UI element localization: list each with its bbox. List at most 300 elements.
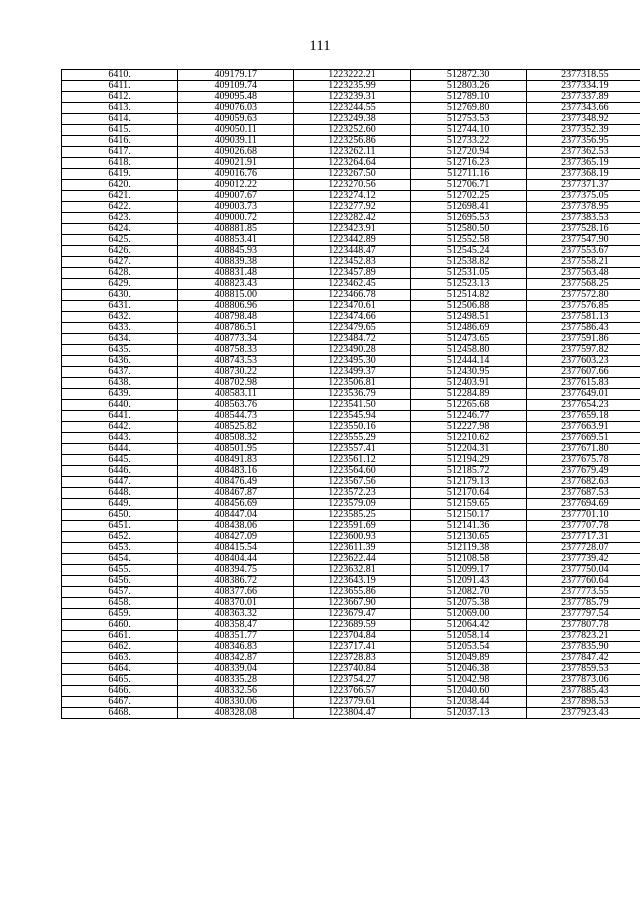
y2-coordinate-cell: 2377663.91 <box>526 422 640 433</box>
point-number-cell: 6420. <box>62 180 178 191</box>
y-coordinate-cell: 1223277.92 <box>294 202 410 213</box>
x-coordinate-cell: 408702.98 <box>178 378 294 389</box>
point-number-cell: 6418. <box>62 158 178 169</box>
y2-coordinate-cell: 2377528.16 <box>526 224 640 235</box>
x2-coordinate-cell: 512720.94 <box>410 147 526 158</box>
y2-coordinate-cell: 2377318.55 <box>526 70 640 81</box>
point-number-cell: 6422. <box>62 202 178 213</box>
y-coordinate-cell: 1223740.84 <box>294 664 410 675</box>
x-coordinate-cell: 409003.73 <box>178 202 294 213</box>
y2-coordinate-cell: 2377568.25 <box>526 279 640 290</box>
x2-coordinate-cell: 512430.95 <box>410 367 526 378</box>
y-coordinate-cell: 1223462.45 <box>294 279 410 290</box>
table-row <box>62 301 640 312</box>
point-number-cell: 6450. <box>62 510 178 521</box>
y2-coordinate-cell: 2377334.19 <box>526 81 640 92</box>
x2-coordinate-cell: 512514.82 <box>410 290 526 301</box>
x-coordinate-cell: 408525.82 <box>178 422 294 433</box>
table-row <box>62 708 640 719</box>
point-number-cell: 6461. <box>62 631 178 642</box>
table-row <box>62 697 640 708</box>
x2-coordinate-cell: 512531.05 <box>410 268 526 279</box>
point-number-cell: 6440. <box>62 400 178 411</box>
x2-coordinate-cell: 512037.13 <box>410 708 526 719</box>
y2-coordinate-cell: 2377694.69 <box>526 499 640 510</box>
x2-coordinate-cell: 512284.89 <box>410 389 526 400</box>
y-coordinate-cell: 1223470.61 <box>294 301 410 312</box>
point-number-cell: 6412. <box>62 92 178 103</box>
y-coordinate-cell: 1223466.78 <box>294 290 410 301</box>
table-row <box>62 334 640 345</box>
x2-coordinate-cell: 512702.25 <box>410 191 526 202</box>
x-coordinate-cell: 408330.06 <box>178 697 294 708</box>
table-row <box>62 631 640 642</box>
point-number-cell: 6460. <box>62 620 178 631</box>
y2-coordinate-cell: 2377591.86 <box>526 334 640 345</box>
x-coordinate-cell: 408798.48 <box>178 312 294 323</box>
table-row <box>62 411 640 422</box>
y-coordinate-cell: 1223256.86 <box>294 136 410 147</box>
y2-coordinate-cell: 2377383.53 <box>526 213 640 224</box>
point-number-cell: 6468. <box>62 708 178 719</box>
table-row <box>62 433 640 444</box>
point-number-cell: 6452. <box>62 532 178 543</box>
table-row <box>62 103 640 114</box>
point-number-cell: 6419. <box>62 169 178 180</box>
x2-coordinate-cell: 512141.36 <box>410 521 526 532</box>
x2-coordinate-cell: 512058.14 <box>410 631 526 642</box>
x-coordinate-cell: 408786.51 <box>178 323 294 334</box>
y-coordinate-cell: 1223448.47 <box>294 246 410 257</box>
y2-coordinate-cell: 2377807.78 <box>526 620 640 631</box>
y-coordinate-cell: 1223252.60 <box>294 125 410 136</box>
y2-coordinate-cell: 2377728.07 <box>526 543 640 554</box>
table-row <box>62 180 640 191</box>
x2-coordinate-cell: 512403.91 <box>410 378 526 389</box>
y2-coordinate-cell: 2377607.66 <box>526 367 640 378</box>
point-number-cell: 6458. <box>62 598 178 609</box>
table-row <box>62 92 640 103</box>
x-coordinate-cell: 409007.67 <box>178 191 294 202</box>
x2-coordinate-cell: 512744.10 <box>410 125 526 136</box>
table-row <box>62 466 640 477</box>
x-coordinate-cell: 408544.73 <box>178 411 294 422</box>
x2-coordinate-cell: 512119.38 <box>410 543 526 554</box>
y2-coordinate-cell: 2377375.05 <box>526 191 640 202</box>
point-number-cell: 6457. <box>62 587 178 598</box>
x2-coordinate-cell: 512698.41 <box>410 202 526 213</box>
table-row <box>62 422 640 433</box>
table-row <box>62 653 640 664</box>
x-coordinate-cell: 409021.91 <box>178 158 294 169</box>
x2-coordinate-cell: 512194.29 <box>410 455 526 466</box>
point-number-cell: 6424. <box>62 224 178 235</box>
y2-coordinate-cell: 2377563.48 <box>526 268 640 279</box>
point-number-cell: 6434. <box>62 334 178 345</box>
x-coordinate-cell: 408363.32 <box>178 609 294 620</box>
y2-coordinate-cell: 2377371.37 <box>526 180 640 191</box>
y-coordinate-cell: 1223600.93 <box>294 532 410 543</box>
point-number-cell: 6449. <box>62 499 178 510</box>
x2-coordinate-cell: 512082.70 <box>410 587 526 598</box>
y2-coordinate-cell: 2377348.92 <box>526 114 640 125</box>
x2-coordinate-cell: 512473.65 <box>410 334 526 345</box>
table-row <box>62 158 640 169</box>
x2-coordinate-cell: 512458.80 <box>410 345 526 356</box>
point-number-cell: 6454. <box>62 554 178 565</box>
x-coordinate-cell: 408427.09 <box>178 532 294 543</box>
table-row <box>62 246 640 257</box>
y-coordinate-cell: 1223270.56 <box>294 180 410 191</box>
point-number-cell: 6442. <box>62 422 178 433</box>
y2-coordinate-cell: 2377687.53 <box>526 488 640 499</box>
table-row <box>62 444 640 455</box>
x-coordinate-cell: 408831.48 <box>178 268 294 279</box>
point-number-cell: 6429. <box>62 279 178 290</box>
table-row <box>62 257 640 268</box>
y-coordinate-cell: 1223495.30 <box>294 356 410 367</box>
y-coordinate-cell: 1223804.47 <box>294 708 410 719</box>
y-coordinate-cell: 1223267.50 <box>294 169 410 180</box>
point-number-cell: 6410. <box>62 70 178 81</box>
table-row <box>62 356 640 367</box>
y2-coordinate-cell: 2377576.85 <box>526 301 640 312</box>
x2-coordinate-cell: 512545.24 <box>410 246 526 257</box>
table-row <box>62 620 640 631</box>
point-number-cell: 6451. <box>62 521 178 532</box>
table-row <box>62 81 640 92</box>
x-coordinate-cell: 408328.08 <box>178 708 294 719</box>
y2-coordinate-cell: 2377343.66 <box>526 103 640 114</box>
y2-coordinate-cell: 2377847.42 <box>526 653 640 664</box>
point-number-cell: 6445. <box>62 455 178 466</box>
y-coordinate-cell: 1223591.69 <box>294 521 410 532</box>
point-number-cell: 6414. <box>62 114 178 125</box>
y2-coordinate-cell: 2377898.53 <box>526 697 640 708</box>
y2-coordinate-cell: 2377707.78 <box>526 521 640 532</box>
table-row <box>62 125 640 136</box>
point-number-cell: 6441. <box>62 411 178 422</box>
y2-coordinate-cell: 2377785.79 <box>526 598 640 609</box>
coordinates-table-body <box>62 70 640 719</box>
y2-coordinate-cell: 2377760.64 <box>526 576 640 587</box>
x-coordinate-cell: 408404.44 <box>178 554 294 565</box>
x-coordinate-cell: 409076.03 <box>178 103 294 114</box>
table-row <box>62 642 640 653</box>
table-row <box>62 664 640 675</box>
x-coordinate-cell: 409095.48 <box>178 92 294 103</box>
x2-coordinate-cell: 512789.10 <box>410 92 526 103</box>
x2-coordinate-cell: 512053.54 <box>410 642 526 653</box>
point-number-cell: 6443. <box>62 433 178 444</box>
y-coordinate-cell: 1223545.94 <box>294 411 410 422</box>
y-coordinate-cell: 1223564.60 <box>294 466 410 477</box>
x-coordinate-cell: 408730.22 <box>178 367 294 378</box>
x-coordinate-cell: 409000.72 <box>178 213 294 224</box>
x-coordinate-cell: 408758.33 <box>178 345 294 356</box>
x2-coordinate-cell: 512753.53 <box>410 114 526 125</box>
point-number-cell: 6446. <box>62 466 178 477</box>
x2-coordinate-cell: 512733.22 <box>410 136 526 147</box>
x-coordinate-cell: 408332.56 <box>178 686 294 697</box>
point-number-cell: 6433. <box>62 323 178 334</box>
table-row <box>62 543 640 554</box>
table-row <box>62 202 640 213</box>
x2-coordinate-cell: 512064.42 <box>410 620 526 631</box>
x-coordinate-cell: 408335.28 <box>178 675 294 686</box>
y2-coordinate-cell: 2377368.19 <box>526 169 640 180</box>
y-coordinate-cell: 1223555.29 <box>294 433 410 444</box>
y-coordinate-cell: 1223484.72 <box>294 334 410 345</box>
x2-coordinate-cell: 512580.50 <box>410 224 526 235</box>
x-coordinate-cell: 408346.83 <box>178 642 294 653</box>
table-row <box>62 455 640 466</box>
point-number-cell: 6435. <box>62 345 178 356</box>
y-coordinate-cell: 1223244.55 <box>294 103 410 114</box>
table-row <box>62 70 640 81</box>
x2-coordinate-cell: 512538.82 <box>410 257 526 268</box>
y-coordinate-cell: 1223282.42 <box>294 213 410 224</box>
point-number-cell: 6417. <box>62 147 178 158</box>
point-number-cell: 6427. <box>62 257 178 268</box>
x-coordinate-cell: 408456.69 <box>178 499 294 510</box>
y-coordinate-cell: 1223541.50 <box>294 400 410 411</box>
y-coordinate-cell: 1223490.28 <box>294 345 410 356</box>
y2-coordinate-cell: 2377558.21 <box>526 257 640 268</box>
x2-coordinate-cell: 512204.31 <box>410 444 526 455</box>
point-number-cell: 6415. <box>62 125 178 136</box>
point-number-cell: 6453. <box>62 543 178 554</box>
y-coordinate-cell: 1223572.23 <box>294 488 410 499</box>
x-coordinate-cell: 408806.96 <box>178 301 294 312</box>
x2-coordinate-cell: 512695.53 <box>410 213 526 224</box>
y-coordinate-cell: 1223506.81 <box>294 378 410 389</box>
x-coordinate-cell: 408501.95 <box>178 444 294 455</box>
table-row <box>62 235 640 246</box>
x2-coordinate-cell: 512150.17 <box>410 510 526 521</box>
table-row <box>62 114 640 125</box>
table-row <box>62 400 640 411</box>
table-row <box>62 554 640 565</box>
y-coordinate-cell: 1223585.25 <box>294 510 410 521</box>
point-number-cell: 6437. <box>62 367 178 378</box>
y2-coordinate-cell: 2377679.49 <box>526 466 640 477</box>
x2-coordinate-cell: 512170.64 <box>410 488 526 499</box>
point-number-cell: 6455. <box>62 565 178 576</box>
y-coordinate-cell: 1223679.47 <box>294 609 410 620</box>
x2-coordinate-cell: 512040.60 <box>410 686 526 697</box>
x2-coordinate-cell: 512108.58 <box>410 554 526 565</box>
y2-coordinate-cell: 2377701.10 <box>526 510 640 521</box>
x-coordinate-cell: 409039.11 <box>178 136 294 147</box>
table-row <box>62 312 640 323</box>
x2-coordinate-cell: 512185.72 <box>410 466 526 477</box>
y2-coordinate-cell: 2377823.21 <box>526 631 640 642</box>
x-coordinate-cell: 409179.17 <box>178 70 294 81</box>
y2-coordinate-cell: 2377682.63 <box>526 477 640 488</box>
table-row <box>62 598 640 609</box>
y2-coordinate-cell: 2377739.42 <box>526 554 640 565</box>
x2-coordinate-cell: 512769.80 <box>410 103 526 114</box>
point-number-cell: 6425. <box>62 235 178 246</box>
table-row <box>62 488 640 499</box>
y2-coordinate-cell: 2377572.80 <box>526 290 640 301</box>
point-number-cell: 6436. <box>62 356 178 367</box>
x2-coordinate-cell: 512227.98 <box>410 422 526 433</box>
x2-coordinate-cell: 512246.77 <box>410 411 526 422</box>
point-number-cell: 6432. <box>62 312 178 323</box>
table-row <box>62 367 640 378</box>
x-coordinate-cell: 409050.11 <box>178 125 294 136</box>
point-number-cell: 6463. <box>62 653 178 664</box>
point-number-cell: 6430. <box>62 290 178 301</box>
x2-coordinate-cell: 512038.44 <box>410 697 526 708</box>
point-number-cell: 6428. <box>62 268 178 279</box>
y2-coordinate-cell: 2377885.43 <box>526 686 640 697</box>
x-coordinate-cell: 408845.93 <box>178 246 294 257</box>
x-coordinate-cell: 409016.76 <box>178 169 294 180</box>
y2-coordinate-cell: 2377337.89 <box>526 92 640 103</box>
y-coordinate-cell: 1223479.65 <box>294 323 410 334</box>
y-coordinate-cell: 1223474.66 <box>294 312 410 323</box>
table-row <box>62 136 640 147</box>
y2-coordinate-cell: 2377923.43 <box>526 708 640 719</box>
table-row <box>62 345 640 356</box>
y-coordinate-cell: 1223249.38 <box>294 114 410 125</box>
table-row <box>62 565 640 576</box>
y2-coordinate-cell: 2377671.80 <box>526 444 640 455</box>
point-number-cell: 6438. <box>62 378 178 389</box>
x-coordinate-cell: 408438.06 <box>178 521 294 532</box>
x2-coordinate-cell: 512706.71 <box>410 180 526 191</box>
x-coordinate-cell: 408839.38 <box>178 257 294 268</box>
y-coordinate-cell: 1223235.99 <box>294 81 410 92</box>
table-row <box>62 378 640 389</box>
x2-coordinate-cell: 512159.65 <box>410 499 526 510</box>
x2-coordinate-cell: 512498.51 <box>410 312 526 323</box>
y2-coordinate-cell: 2377859.53 <box>526 664 640 675</box>
page-number: 111 <box>309 38 331 54</box>
y2-coordinate-cell: 2377615.83 <box>526 378 640 389</box>
x2-coordinate-cell: 512042.98 <box>410 675 526 686</box>
x2-coordinate-cell: 512552.58 <box>410 235 526 246</box>
table-row <box>62 389 640 400</box>
y2-coordinate-cell: 2377654.23 <box>526 400 640 411</box>
y-coordinate-cell: 1223536.79 <box>294 389 410 400</box>
point-number-cell: 6416. <box>62 136 178 147</box>
x-coordinate-cell: 408583.11 <box>178 389 294 400</box>
y-coordinate-cell: 1223728.83 <box>294 653 410 664</box>
y-coordinate-cell: 1223222.21 <box>294 70 410 81</box>
x-coordinate-cell: 408394.75 <box>178 565 294 576</box>
y2-coordinate-cell: 2377649.01 <box>526 389 640 400</box>
y-coordinate-cell: 1223452.83 <box>294 257 410 268</box>
y2-coordinate-cell: 2377797.54 <box>526 609 640 620</box>
x-coordinate-cell: 408743.53 <box>178 356 294 367</box>
point-number-cell: 6413. <box>62 103 178 114</box>
y-coordinate-cell: 1223274.12 <box>294 191 410 202</box>
point-number-cell: 6444. <box>62 444 178 455</box>
y2-coordinate-cell: 2377603.23 <box>526 356 640 367</box>
y-coordinate-cell: 1223567.56 <box>294 477 410 488</box>
y-coordinate-cell: 1223579.09 <box>294 499 410 510</box>
x2-coordinate-cell: 512179.13 <box>410 477 526 488</box>
x-coordinate-cell: 408377.66 <box>178 587 294 598</box>
y2-coordinate-cell: 2377553.67 <box>526 246 640 257</box>
table-row <box>62 675 640 686</box>
coordinates-table <box>61 69 640 719</box>
x-coordinate-cell: 408342.87 <box>178 653 294 664</box>
x2-coordinate-cell: 512069.00 <box>410 609 526 620</box>
x-coordinate-cell: 409026.68 <box>178 147 294 158</box>
x-coordinate-cell: 408491.83 <box>178 455 294 466</box>
point-number-cell: 6411. <box>62 81 178 92</box>
table-row <box>62 510 640 521</box>
point-number-cell: 6423. <box>62 213 178 224</box>
table-row <box>62 323 640 334</box>
x2-coordinate-cell: 512091.43 <box>410 576 526 587</box>
x-coordinate-cell: 408415.54 <box>178 543 294 554</box>
x-coordinate-cell: 408563.76 <box>178 400 294 411</box>
x2-coordinate-cell: 512099.17 <box>410 565 526 576</box>
table-row <box>62 499 640 510</box>
y-coordinate-cell: 1223561.12 <box>294 455 410 466</box>
y2-coordinate-cell: 2377356.95 <box>526 136 640 147</box>
y2-coordinate-cell: 2377597.82 <box>526 345 640 356</box>
table-row <box>62 279 640 290</box>
y2-coordinate-cell: 2377547.90 <box>526 235 640 246</box>
y-coordinate-cell: 1223689.59 <box>294 620 410 631</box>
y-coordinate-cell: 1223264.64 <box>294 158 410 169</box>
y-coordinate-cell: 1223632.81 <box>294 565 410 576</box>
table-row <box>62 169 640 180</box>
x2-coordinate-cell: 512711.16 <box>410 169 526 180</box>
x2-coordinate-cell: 512803.26 <box>410 81 526 92</box>
x2-coordinate-cell: 512486.69 <box>410 323 526 334</box>
y-coordinate-cell: 1223262.11 <box>294 147 410 158</box>
y2-coordinate-cell: 2377835.90 <box>526 642 640 653</box>
x2-coordinate-cell: 512265.68 <box>410 400 526 411</box>
y2-coordinate-cell: 2377669.51 <box>526 433 640 444</box>
x-coordinate-cell: 408386.72 <box>178 576 294 587</box>
point-number-cell: 6426. <box>62 246 178 257</box>
y-coordinate-cell: 1223239.31 <box>294 92 410 103</box>
x-coordinate-cell: 408476.49 <box>178 477 294 488</box>
y2-coordinate-cell: 2377675.78 <box>526 455 640 466</box>
y2-coordinate-cell: 2377362.53 <box>526 147 640 158</box>
x-coordinate-cell: 408447.04 <box>178 510 294 521</box>
x-coordinate-cell: 408370.01 <box>178 598 294 609</box>
table-row <box>62 213 640 224</box>
y2-coordinate-cell: 2377717.31 <box>526 532 640 543</box>
y2-coordinate-cell: 2377581.13 <box>526 312 640 323</box>
y2-coordinate-cell: 2377750.04 <box>526 565 640 576</box>
point-number-cell: 6465. <box>62 675 178 686</box>
y2-coordinate-cell: 2377378.95 <box>526 202 640 213</box>
y-coordinate-cell: 1223622.44 <box>294 554 410 565</box>
table-row <box>62 521 640 532</box>
point-number-cell: 6467. <box>62 697 178 708</box>
x-coordinate-cell: 409109.74 <box>178 81 294 92</box>
x-coordinate-cell: 409012.22 <box>178 180 294 191</box>
x2-coordinate-cell: 512046.38 <box>410 664 526 675</box>
y-coordinate-cell: 1223704.84 <box>294 631 410 642</box>
y-coordinate-cell: 1223766.57 <box>294 686 410 697</box>
y-coordinate-cell: 1223499.37 <box>294 367 410 378</box>
table-row <box>62 290 640 301</box>
x2-coordinate-cell: 512523.13 <box>410 279 526 290</box>
point-number-cell: 6464. <box>62 664 178 675</box>
